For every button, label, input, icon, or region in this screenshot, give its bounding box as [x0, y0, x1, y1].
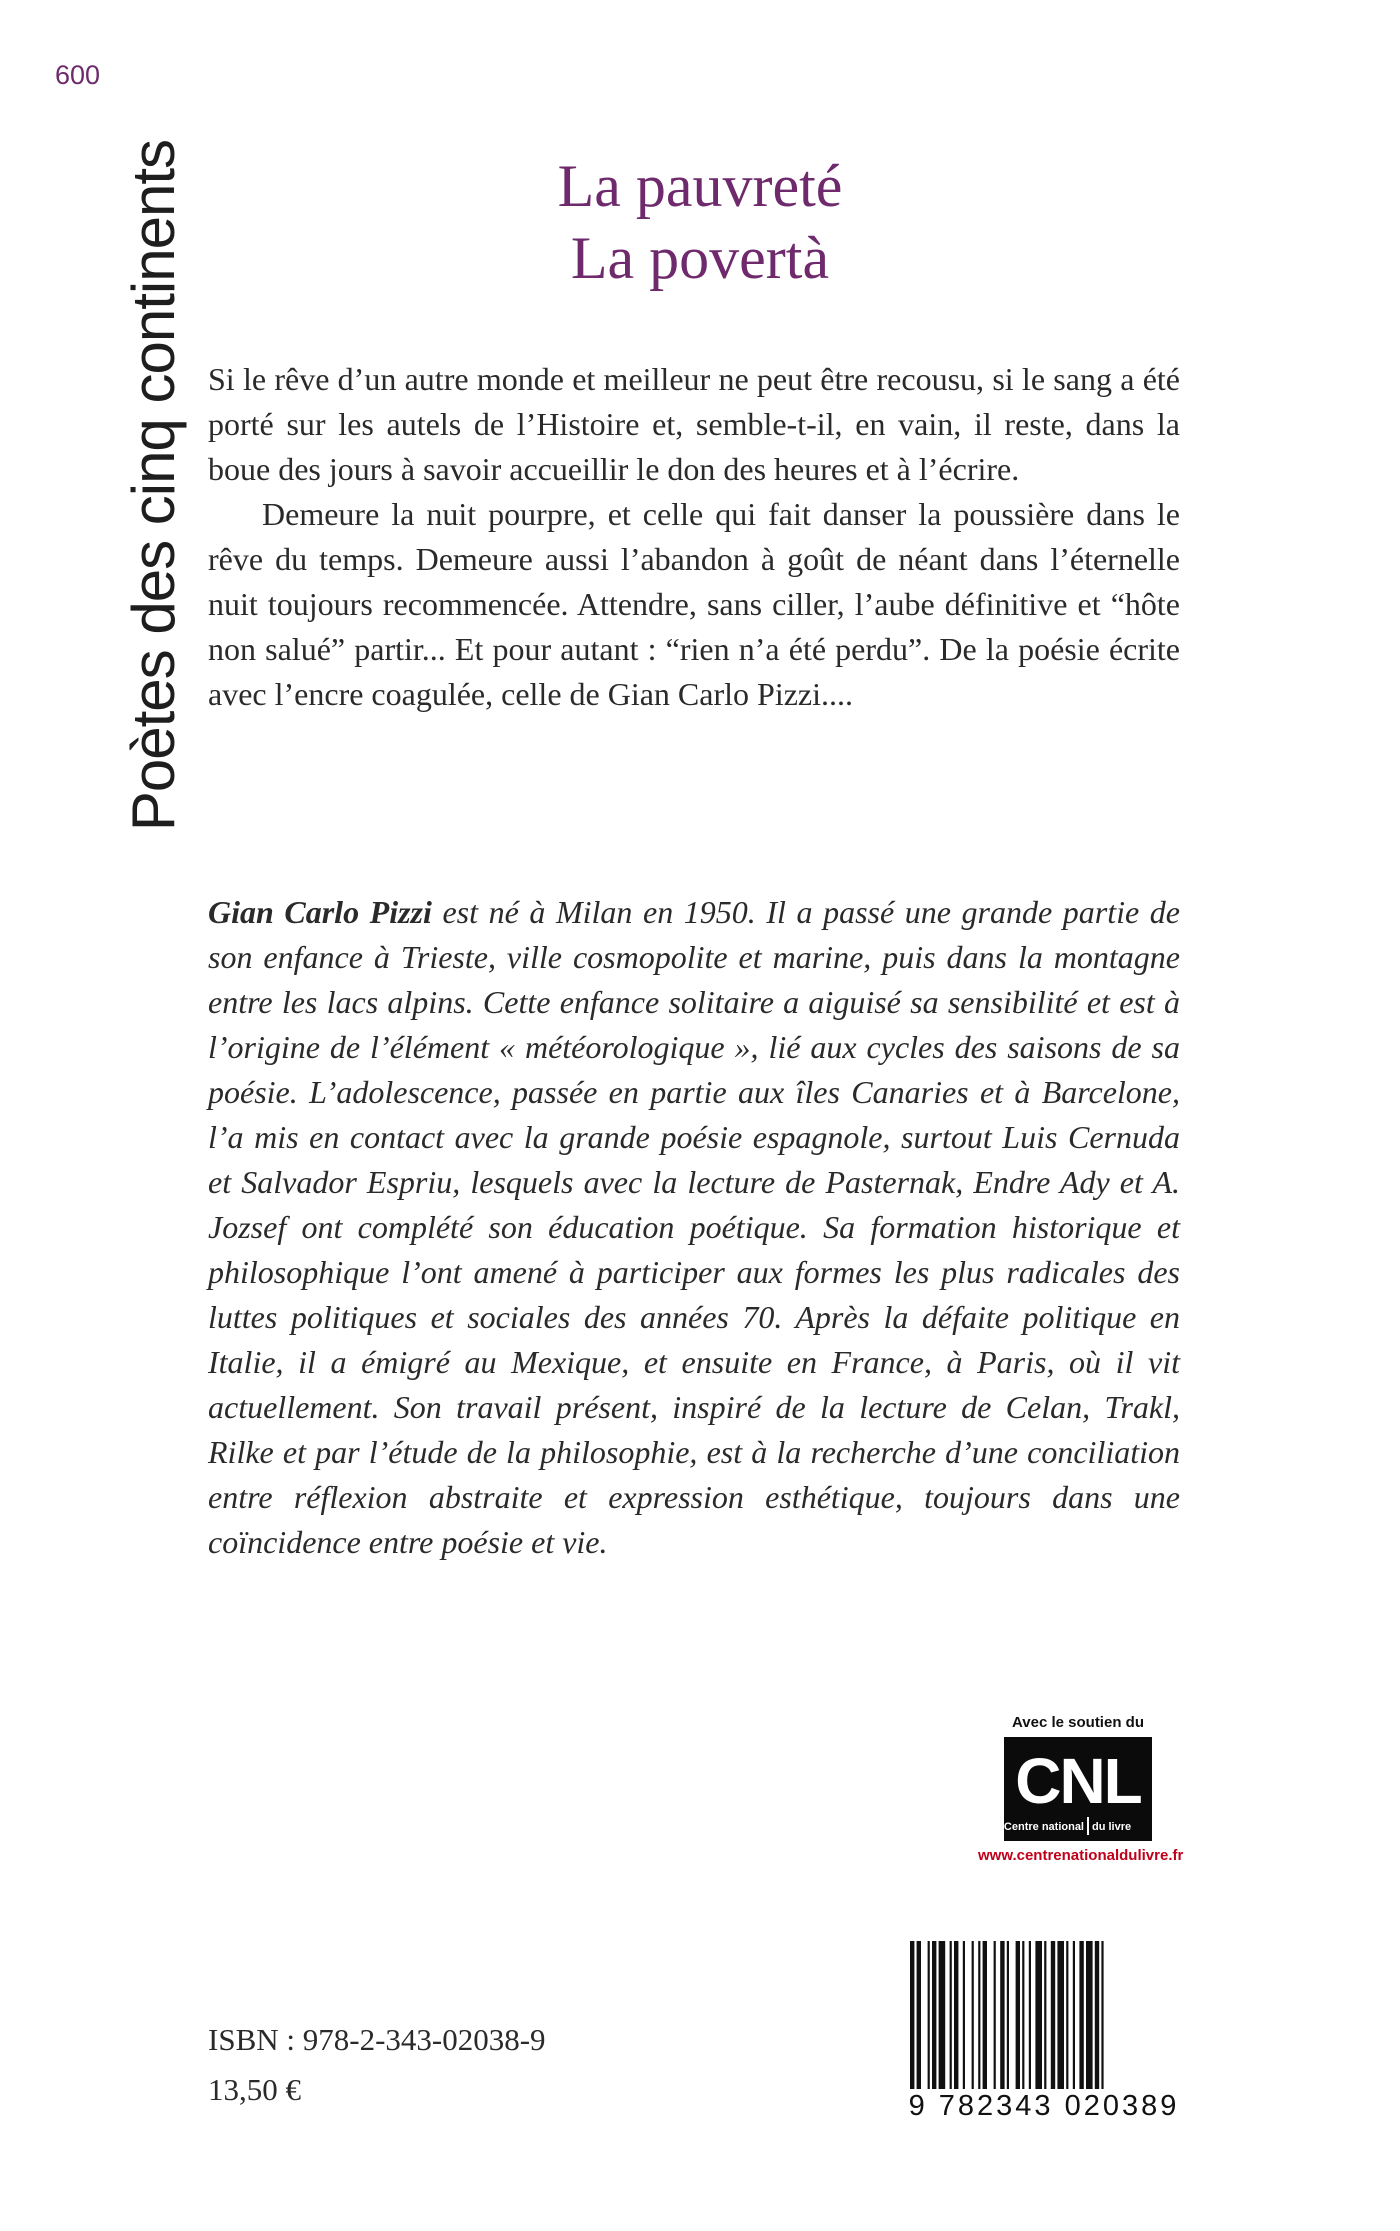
cnl-logo-subtitle-left: Centre national — [1004, 1821, 1084, 1833]
barcode-bar — [932, 1941, 936, 2089]
barcode-bar — [939, 1941, 946, 2089]
cnl-logo-letters: CNL — [1015, 1745, 1141, 1817]
cnl-support-logo — [978, 1714, 1184, 1864]
barcode-bar — [963, 1941, 965, 2089]
price: 13,50 € — [208, 2072, 301, 2107]
barcode-bar — [917, 1941, 921, 2089]
series-name: Poètes des cinq continents — [120, 140, 187, 832]
barcode-bar — [1079, 1941, 1083, 2089]
cnl-logo-icon — [1004, 1737, 1152, 1841]
barcode-bar — [1007, 1941, 1009, 2089]
barcode-bar — [928, 1941, 930, 2089]
barcode-bar — [1086, 1941, 1093, 2089]
barcode-bar — [1000, 1941, 1004, 2089]
blurb-paragraph: Si le rêve d’un autre monde et meilleur ne peut être recousu, si le sang a été porté sur les autels de l’Histoire et, semble-t-il, en vain, il reste, dans la boue des jours à savoir accueillir le don des heures et à l’écrire. — [208, 361, 1180, 487]
blurb — [208, 357, 1180, 717]
barcode-bar — [972, 1941, 974, 2089]
barcode-icon — [904, 1941, 1184, 2096]
barcode-bar — [983, 1941, 987, 2089]
barcode-bar — [1016, 1941, 1020, 2089]
barcode-bar — [1057, 1941, 1064, 2089]
barcode-digits: 9 782343 020389 — [908, 2090, 1180, 2122]
cnl-caption: Avec le soutien du — [1012, 1714, 1144, 1731]
barcode-bar — [1066, 1941, 1068, 2089]
author-bio-text: est né à Milan en 1950. Il a passé une grande partie de son enfance à Trieste, ville cosmopolite et marine, puis dans la montagne entre les lacs alpins. Cette enfance solitaire a aiguisé sa sensibilité et est à l’origine de l’élément « météorologique », lié aux cycles des saisons de sa poésie. L’adolescence, passée en partie aux îles Canaries et à Barcelone, l’a mis en contact avec la grande poésie espagnole, surtout Luis Cernuda et Salvador Espriu, lesquels avec la lecture de Pasternak, Endre Ady et A. Jozsef ont complété son éducation poétique. Sa formation historique et philosophique l’ont amené à participer aux formes les plus radicales des luttes politiques et sociales des années 70. Après la défaite politique en Italie, il a émigré au Mexique, et ensuite en France, à Paris, où il vit actuellement. Son travail présent, inspiré de la lecture de Celan, Trakl, Rilke et par l’étude de la philosophie, est à la recherche d’une conciliation entre réflexion abstraite et expression esthétique, toujours dans une coïncidence entre poésie et vie. — [208, 894, 1181, 1560]
barcode-bar — [1101, 1941, 1103, 2089]
author-bio — [208, 890, 1180, 1565]
barcode-bar — [954, 1941, 958, 2089]
title-italian: La povertà — [570, 225, 830, 291]
barcode-bar — [950, 1941, 952, 2089]
barcode-bar — [978, 1941, 980, 2089]
cnl-logo-subtitle-right: du livre — [1092, 1821, 1132, 1833]
barcode-bar — [1029, 1941, 1031, 2089]
barcode-bar — [1073, 1941, 1075, 2089]
barcode-bar — [1044, 1941, 1046, 2089]
book-title — [400, 150, 1000, 294]
isbn: ISBN : 978-2-343-02038-9 — [208, 2022, 546, 2057]
barcode-bar — [1022, 1941, 1024, 2089]
barcode-bar — [910, 1941, 914, 2089]
barcode-bar — [1035, 1941, 1042, 2089]
barcode-bar — [1095, 1941, 1099, 2089]
title-french: La pauvreté — [557, 153, 843, 219]
barcode-bar — [1051, 1941, 1055, 2089]
author-bio-paragraph — [208, 890, 1180, 1565]
author-name: Gian Carlo Pizzi — [208, 894, 432, 930]
blurb-paragraph: Demeure la nuit pourpre, et celle qui fait danser la poussière dans le rêve du temps. Demeure aussi l’abandon à goût de néant dans l’éternelle nuit toujours recommencée. Attendre, sans ciller, l’aube définitive et “hôte non salué” partir... Et pour autant : “rien n’a été perdu”. De la poésie écrite avec l’encre coagulée, celle de Gian Carlo Pizzi.... — [208, 496, 1180, 712]
cnl-url: www.centrenationaldulivre.fr — [978, 1847, 1184, 1864]
series-number: 600 — [55, 60, 101, 90]
barcode-bar — [994, 1941, 996, 2089]
